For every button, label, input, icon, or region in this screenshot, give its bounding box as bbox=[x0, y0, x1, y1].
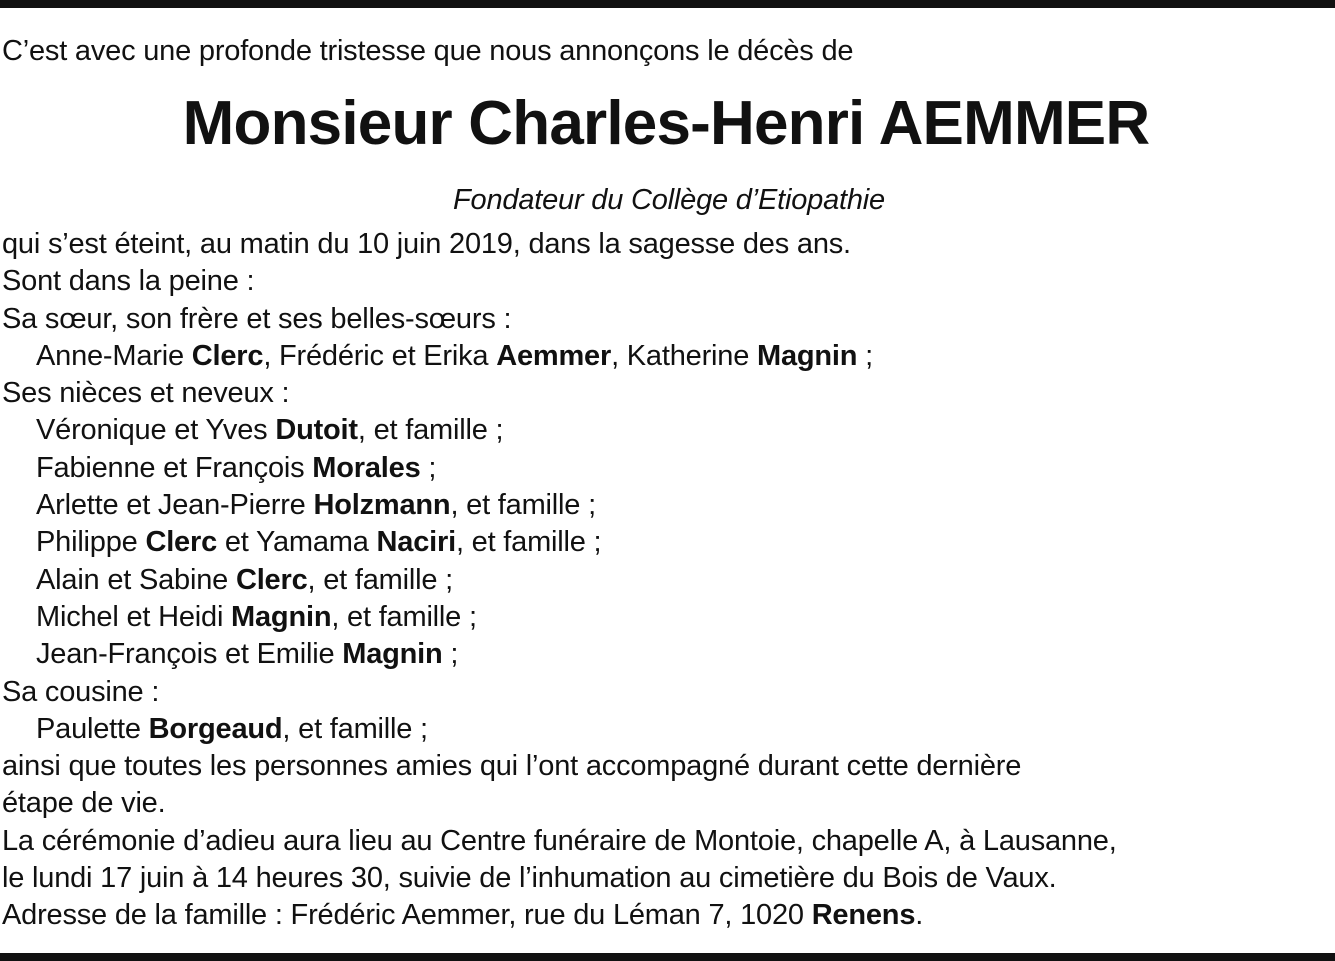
text-segment: ; bbox=[857, 339, 874, 372]
surname: Dutoit bbox=[275, 414, 358, 447]
siblings-line bbox=[2, 338, 1322, 375]
text-segment: , et famille ; bbox=[455, 526, 602, 559]
surname: Naciri bbox=[376, 526, 456, 559]
text-segment: , et famille ; bbox=[357, 414, 504, 447]
death-announcement: qui s’est éteint, au matin du 10 juin 2019, dans la sagesse des ans. bbox=[2, 228, 851, 260]
text-segment: Adresse de la famille : Frédéric Aemmer, rue du Léman 7, 1020 bbox=[2, 899, 812, 932]
text-segment: Philippe bbox=[36, 526, 146, 559]
surname: Magnin bbox=[342, 638, 443, 671]
text-segment: Fabienne et François bbox=[36, 451, 313, 484]
family-line bbox=[2, 487, 1322, 524]
text-segment: Michel et Heidi bbox=[36, 600, 232, 633]
text-segment: Arlette et Jean-Pierre bbox=[36, 489, 314, 522]
text-segment: et Yamama bbox=[217, 526, 377, 559]
text-segment: Alain et Sabine bbox=[36, 563, 236, 596]
text-segment: Véronique et Yves bbox=[36, 414, 276, 447]
surname: Magnin bbox=[757, 339, 858, 372]
text-segment: , et famille ; bbox=[282, 712, 428, 745]
surname: Morales bbox=[312, 451, 421, 484]
cousin-line bbox=[2, 711, 1322, 748]
surname: Clerc bbox=[191, 339, 264, 372]
text-segment: Anne-Marie bbox=[36, 339, 192, 372]
family-line bbox=[2, 562, 1322, 599]
text-segment: , et famille ; bbox=[450, 489, 596, 522]
deceased-title: Fondateur du Collège d’Etiopathie bbox=[453, 184, 885, 216]
intro-text: C’est avec une profonde tristesse que nous annonçons le décès de bbox=[2, 35, 854, 67]
family-address bbox=[2, 897, 1322, 934]
surname: Magnin bbox=[231, 600, 332, 633]
deceased-name: Monsieur Charles-Henri AEMMER bbox=[182, 89, 1150, 158]
surname: Clerc bbox=[235, 563, 308, 596]
text-segment: , Frédéric et Erika bbox=[263, 339, 497, 372]
text-segment: . bbox=[915, 899, 924, 932]
family-line bbox=[2, 599, 1322, 636]
surname: Clerc bbox=[145, 526, 217, 559]
text-segment: Jean-François et Emilie bbox=[36, 638, 343, 671]
surname: Borgeaud bbox=[148, 712, 283, 745]
siblings-heading: Sa sœur, son frère et ses belles-sœurs : bbox=[2, 302, 512, 335]
nieces-nephews-heading: Ses nièces et neveux : bbox=[2, 377, 290, 410]
text-segment: Paulette bbox=[36, 712, 149, 745]
surname: Aemmer bbox=[496, 339, 612, 372]
surname: Renens bbox=[811, 899, 916, 932]
text-segment: ; bbox=[420, 451, 437, 484]
text-segment: ; bbox=[442, 638, 459, 671]
family-line bbox=[2, 412, 1322, 449]
mourners-heading: Sont dans la peine : bbox=[2, 265, 255, 298]
cousin-heading: Sa cousine : bbox=[2, 675, 160, 708]
friends-text-2: étape de vie. bbox=[2, 787, 166, 820]
family-line bbox=[2, 450, 1322, 487]
top-rule bbox=[0, 0, 1335, 8]
ceremony-text-1: La cérémonie d’adieu aura lieu au Centre funéraire de Montoie, chapelle A, à Lausanne, bbox=[2, 824, 1117, 857]
friends-text-1: ainsi que toutes les personnes amies qui l’ont accompagné durant cette dernière bbox=[2, 750, 1022, 783]
ceremony-text-2: le lundi 17 juin à 14 heures 30, suivie de l’inhumation au cimetière du Bois de Vaux. bbox=[2, 862, 1057, 895]
family-line bbox=[2, 524, 1322, 561]
family-line bbox=[2, 636, 1322, 673]
bottom-rule bbox=[0, 953, 1335, 961]
text-segment: , Katherine bbox=[611, 339, 757, 372]
text-segment: , et famille ; bbox=[307, 563, 453, 596]
surname: Holzmann bbox=[313, 489, 451, 522]
obituary-notice bbox=[2, 30, 1322, 935]
text-segment: , et famille ; bbox=[331, 600, 477, 633]
